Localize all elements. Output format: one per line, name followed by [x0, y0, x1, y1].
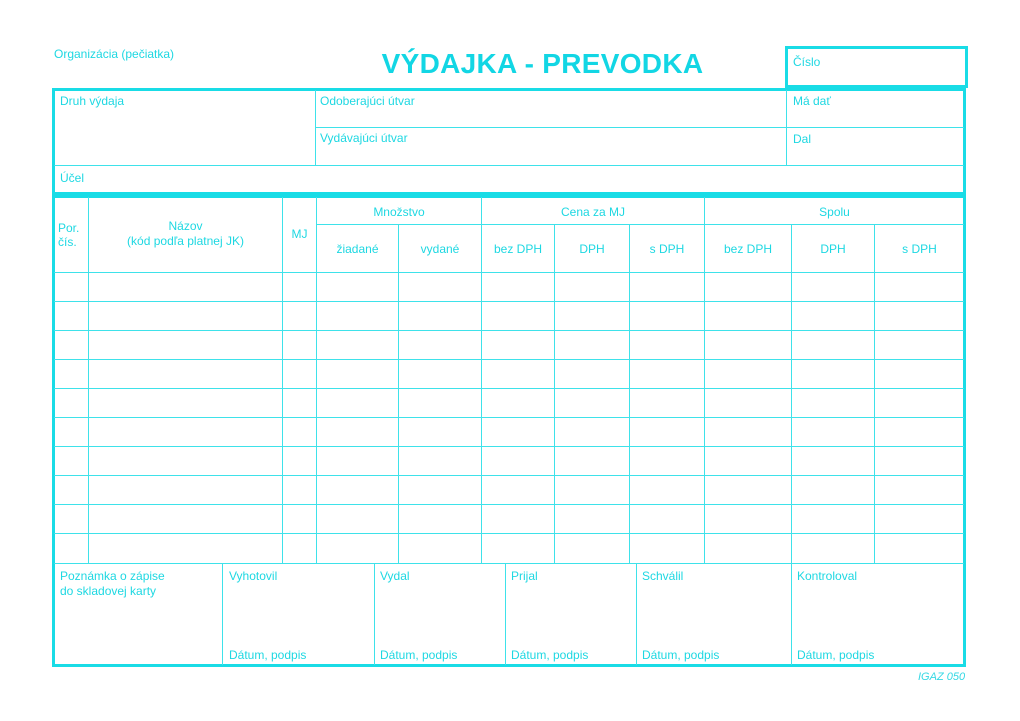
column-line — [791, 224, 792, 563]
received-by-label: Prijal — [511, 569, 538, 583]
table-row — [54, 533, 964, 534]
organization-stamp-label: Organizácia (pečiatka) — [54, 47, 175, 61]
note-label-2: do skladovej karty — [60, 584, 157, 598]
note-label-1: Poznámka o zápise — [60, 569, 165, 583]
debit-label: Má dať — [793, 94, 831, 108]
items-section — [52, 195, 966, 667]
receiving-unit-label: Odoberajúci útvar — [320, 94, 415, 108]
date-signature-label: Dátum, podpis — [229, 648, 307, 662]
divider — [315, 90, 316, 166]
column-line — [791, 564, 792, 665]
col-name-label-2: (kód podľa platnej JK) — [127, 234, 244, 248]
col-name-label-1: Názov — [168, 219, 203, 233]
column-line — [636, 564, 637, 665]
sub-total-excl-label: bez DPH — [723, 242, 773, 256]
column-line — [88, 197, 89, 563]
date-signature-label: Dátum, podpis — [797, 648, 875, 662]
col-no-label-2: čís. — [58, 235, 77, 249]
approved-by-label: Schválil — [642, 569, 684, 583]
group-unit-price-label: Cena za MJ — [560, 205, 626, 219]
sub-price-incl-label: s DPH — [649, 242, 685, 256]
sub-total-incl-label: s DPH — [902, 242, 937, 256]
table-row — [54, 388, 964, 389]
table-row — [54, 475, 964, 476]
table-header-bottom — [54, 272, 964, 273]
divider — [786, 90, 787, 166]
table-row — [54, 359, 964, 360]
col-no-label-1: Por. — [58, 221, 80, 235]
sub-requested-label: žiadané — [336, 242, 379, 256]
col-unit-label: MJ — [291, 227, 308, 241]
table-row — [54, 301, 964, 302]
purpose-label: Účel — [60, 171, 85, 185]
issued-by-label: Vydal — [380, 569, 410, 583]
divider — [316, 127, 964, 128]
column-line — [874, 224, 875, 563]
table-row — [54, 504, 964, 505]
form-title: VÝDAJKA - PREVODKA — [381, 48, 704, 79]
column-line — [398, 224, 399, 563]
column-line — [374, 564, 375, 665]
prepared-by-label: Vyhotovil — [229, 569, 278, 583]
group-total-label: Spolu — [819, 205, 850, 219]
table-row — [54, 446, 964, 447]
column-line — [222, 564, 223, 665]
date-signature-label: Dátum, podpis — [642, 648, 720, 662]
sub-price-excl-label: bez DPH — [493, 242, 543, 256]
table-row — [54, 417, 964, 418]
date-signature-label: Dátum, podpis — [511, 648, 589, 662]
issue-type-label: Druh výdaja — [60, 94, 125, 108]
divider — [54, 165, 964, 166]
table-row — [54, 330, 964, 331]
form-code: IGAZ 050 — [918, 671, 966, 683]
sub-price-vat-label: DPH — [579, 242, 605, 256]
checked-by-label: Kontroloval — [797, 569, 858, 583]
divider — [316, 224, 964, 225]
date-signature-label: Dátum, podpis — [380, 648, 458, 662]
table-footer-top — [54, 563, 964, 564]
column-line — [505, 564, 506, 665]
column-line — [629, 224, 630, 563]
column-line — [554, 224, 555, 563]
issuing-unit-label: Vydávajúci útvar — [320, 131, 408, 145]
group-quantity-label: Množstvo — [373, 205, 425, 219]
number-label: Číslo — [793, 55, 821, 69]
sub-issued-label: vydané — [420, 242, 460, 256]
credit-label: Dal — [793, 132, 812, 146]
sub-total-vat-label: DPH — [820, 242, 846, 256]
column-line — [282, 197, 283, 563]
